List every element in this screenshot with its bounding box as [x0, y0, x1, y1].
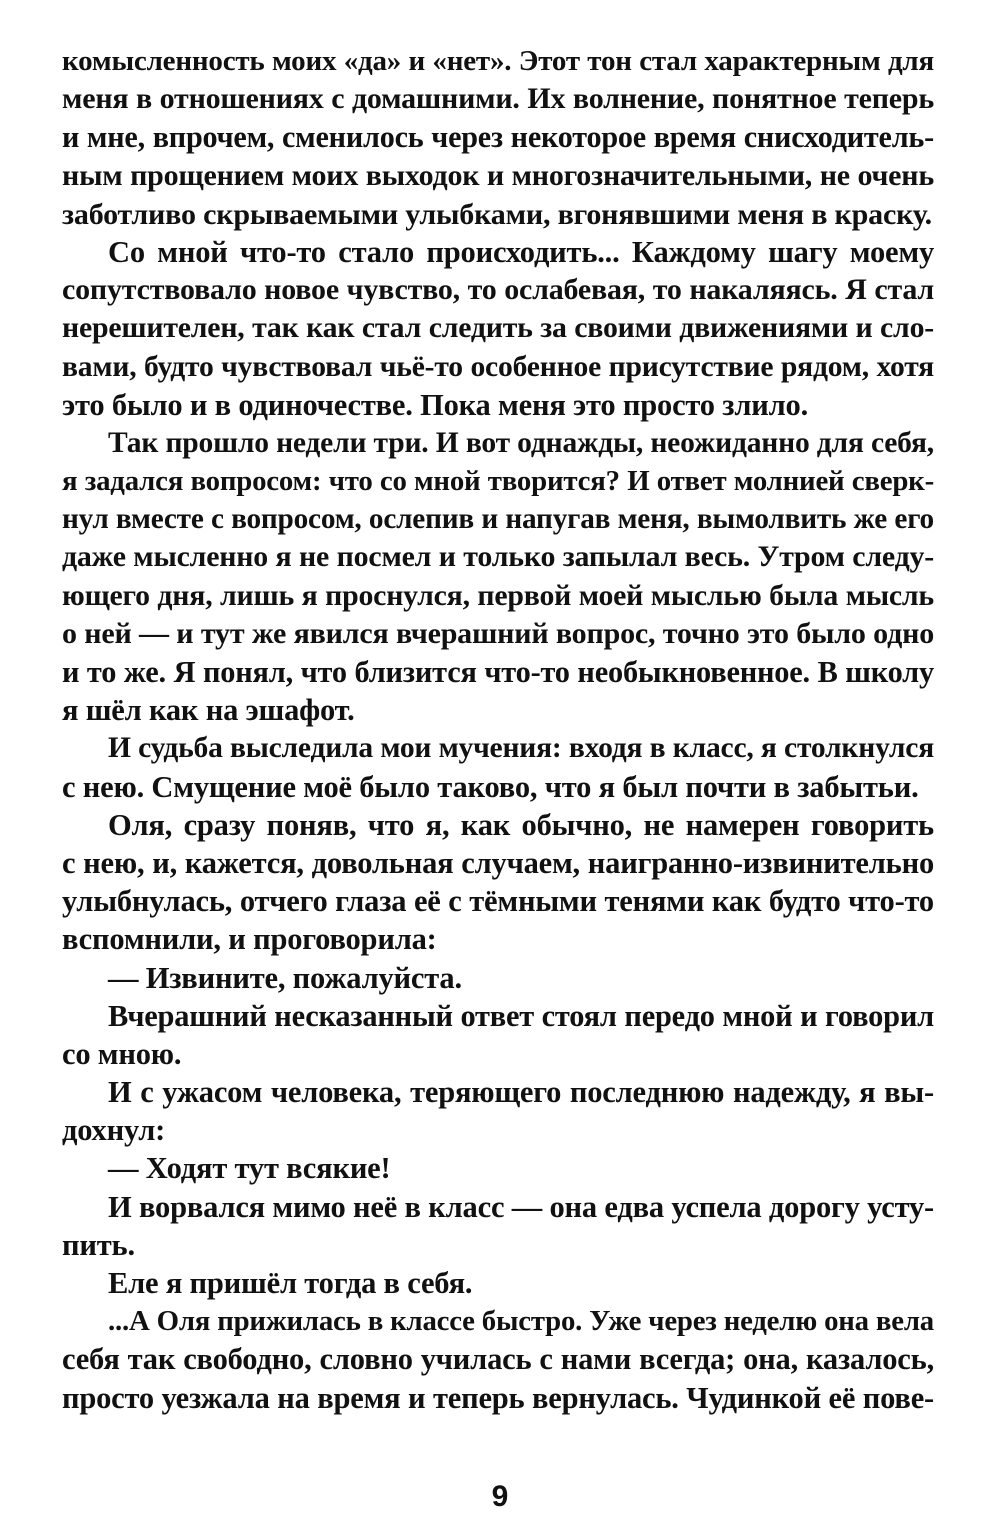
text-line: вами, будто чувствовал чьё-то особенное присутствие рядом, хотя — [62, 350, 934, 383]
text-line: меня в отношениях с домашними. Их волнение, понятное теперь — [62, 82, 934, 116]
text-line: дохнул: — [62, 1113, 166, 1148]
text-line: нул вместе с вопросом, ослепив и напугав меня, вымолвить же его — [62, 503, 934, 536]
paragraph-first-line: Вчерашний несказанный ответ стоял передо мной и говорил — [108, 998, 934, 1033]
text-line: ным прощением моих выходок и многозначительными, не очень — [62, 158, 934, 192]
text-line: улыбнулась, отчего глаза её с тёмными тенями как будто что-то — [62, 884, 934, 919]
text-line: со мною. — [62, 1036, 182, 1071]
text-line: я задался вопросом: что со мной творится? И ответ молнией сверк- — [62, 465, 934, 498]
paragraph-first-line: Оля, сразу поняв, что я, как обычно, не намерен говорить — [108, 807, 934, 842]
text-line: это было и в одиночестве. Пока меня это просто злило. — [62, 387, 808, 422]
text-line: просто уезжала на время и теперь вернулась. Чудинкой её пове- — [62, 1380, 934, 1415]
paragraph-first-line: И с ужасом человека, теряющего последнюю надежду, я вы- — [108, 1075, 934, 1110]
page-number: 9 — [491, 1480, 509, 1513]
paragraph-first-line: И судьба выследила мои мучения: входя в класс, я столкнулся — [108, 732, 934, 765]
body-text — [62, 42, 934, 1417]
text-line: о ней — и тут же явился вчерашний вопрос, точно это было одно — [62, 616, 934, 650]
text-line: заботливо скрываемыми улыбками, вгонявшими меня в краску. — [62, 196, 932, 231]
text-line: с нею, и, кажется, довольная случаем, наигранно-извинительно — [62, 845, 934, 880]
paragraph-first-line: — Ходят тут всякие! — [108, 1151, 391, 1186]
text-line: комысленность моих «да» и «нет». Этот тон стал характерным для — [62, 45, 934, 77]
text-line: даже мысленно я не посмел и только запылал весь. Утром следу- — [62, 540, 934, 574]
text-line: я шёл как на эшафот. — [62, 693, 355, 728]
text-line: нерешителен, так как стал следить за своими движениями и сло- — [62, 311, 934, 345]
paragraph-first-line: — Извините, пожалуйста. — [108, 960, 462, 995]
text-line: сопутствовало новое чувство, то ослабевая, то накаляясь. Я стал — [62, 273, 934, 307]
text-line: пить. — [62, 1227, 135, 1262]
paragraph-first-line: ...А Оля прижилась в классе быстро. Уже через неделю она вела — [108, 1305, 934, 1338]
text-line: вспомнили, и проговорила: — [62, 922, 437, 957]
paragraph-first-line: Так прошло недели три. И вот однажды, неожиданно для себя, — [108, 426, 934, 459]
paragraph-first-line: И ворвался мимо неё в класс — она едва успела дорогу усту- — [108, 1189, 934, 1224]
text-line: с нею. Смущение моё было таково, что я был почти в забытьи. — [62, 769, 919, 804]
text-line: себя так свободно, словно училась с нами всегда; она, казалось, — [62, 1342, 934, 1377]
paragraph-first-line: Со мной что-то стало происходить... Каждому шагу моему — [108, 234, 934, 269]
paragraph-first-line: Еле я пришёл тогда в себя. — [108, 1266, 473, 1300]
text-line: и мне, впрочем, сменилось через некоторое время снисходитель- — [62, 120, 934, 155]
text-line: ющего дня, лишь я проснулся, первой моей мыслью была мысль — [62, 578, 934, 612]
text-line: и то же. Я понял, что близится что-то необыкновенное. В школу — [62, 655, 934, 689]
